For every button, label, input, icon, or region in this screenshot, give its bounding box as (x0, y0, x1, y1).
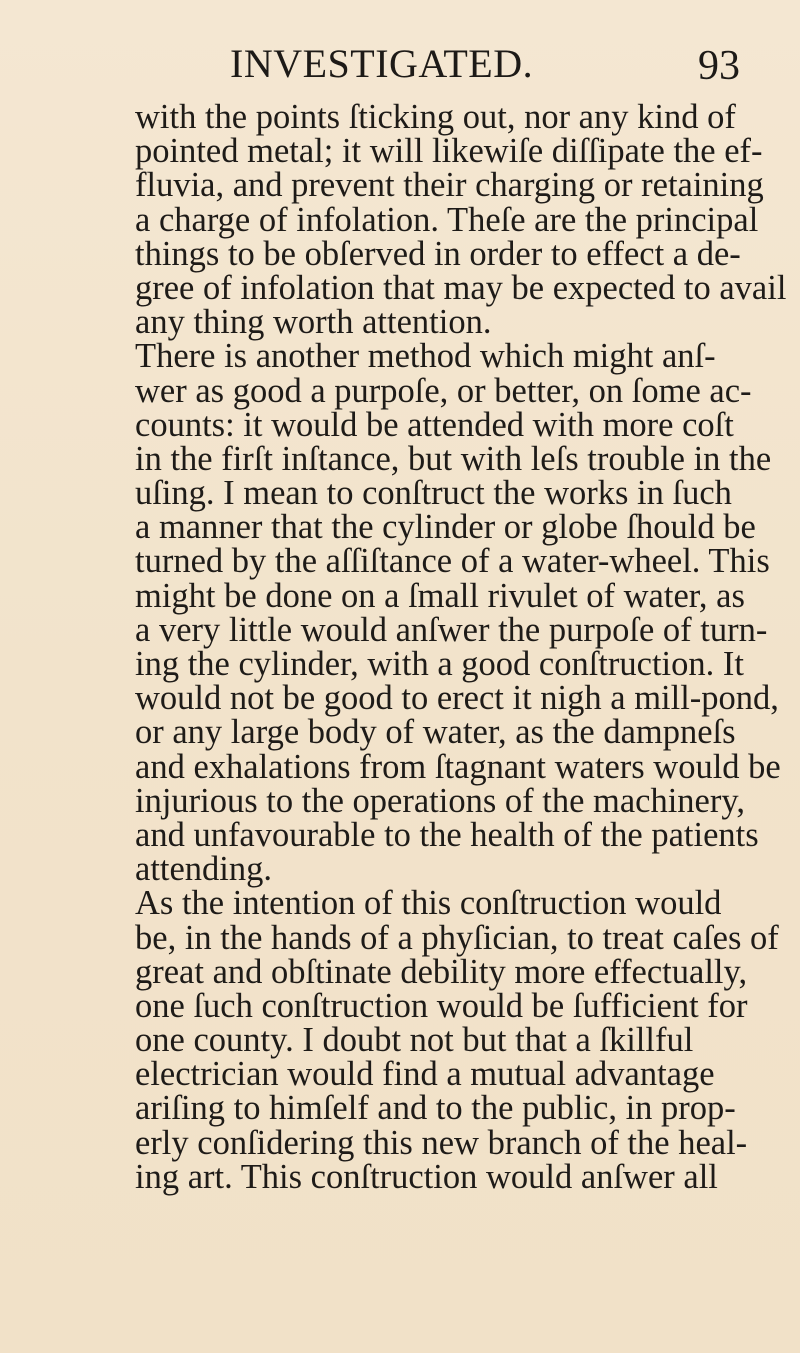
text-line: one county. I doubt not but that a ſkillful (135, 1021, 694, 1060)
text-line: any thing worth attention. (135, 303, 492, 342)
text-line: a charge of infolation. Theſe are the principal (135, 200, 759, 239)
text-line: a manner that the cylinder or globe ſhould be (135, 508, 756, 547)
page-header (120, 40, 760, 100)
text-line: pointed metal; it will likewiſe diſſipate the ef- (135, 132, 763, 171)
text-line: with the points ſticking out, nor any kind of (135, 98, 736, 136)
text-line: in the firſt inſtance, but with leſs trouble in the (135, 439, 772, 478)
text-line: As the intention of this conſtruction would (135, 884, 722, 923)
text-line: things to be obſerved in order to effect a de- (135, 234, 741, 273)
text-line: great and obſtinate debility more effectually, (135, 952, 748, 991)
text-line: injurious to the operations of the machinery, (135, 781, 745, 820)
running-title: INVESTIGATED. (230, 41, 534, 86)
text-line: wer as good a purpoſe, or better, on ſome ac- (135, 371, 752, 410)
text-line: would not be good to erect it nigh a mill-pond, (135, 679, 779, 718)
text-line: might be done on a ſmall rivulet of water, as (135, 576, 745, 615)
text-line: one ſuch conſtruction would be ſufficient for (135, 986, 748, 1025)
text-line: a very little would anſwer the purpoſe of turn- (135, 610, 768, 649)
text-line: erly conſidering this new branch of the heal- (135, 1123, 748, 1162)
text-line: be, in the hands of a phyſician, to treat caſes of (135, 918, 779, 957)
text-line: and unfavourable to the health of the patients (135, 815, 759, 854)
text-line: and exhalations from ſtagnant waters would be (135, 747, 781, 786)
text-line: gree of infolation that may be expected to avail (135, 268, 787, 307)
text-line: or any large body of water, as the dampneſs (135, 713, 736, 752)
text-line: fluvia, and prevent their charging or retaining (135, 166, 764, 205)
text-line: electrician would find a mutual advantage (135, 1055, 715, 1094)
text-line: attending. (135, 850, 273, 889)
text-line: ing art. This conſtruction would anſwer all (135, 1157, 718, 1196)
text-line: turned by the aſſiſtance of a water-wheel. This (135, 542, 770, 581)
body-text (135, 98, 787, 1196)
text-line: counts: it would be attended with more coſt (135, 405, 734, 444)
text-line: ariſing to himſelf and to the public, in prop- (135, 1089, 736, 1128)
text-line: ing the cylinder, with a good conſtruction. It (135, 645, 744, 683)
text-line: uſing. I mean to conſtruct the works in ſuch (135, 474, 732, 513)
text-line: There is another method which might anſ- (135, 337, 716, 376)
page-number: 93 (698, 43, 740, 89)
